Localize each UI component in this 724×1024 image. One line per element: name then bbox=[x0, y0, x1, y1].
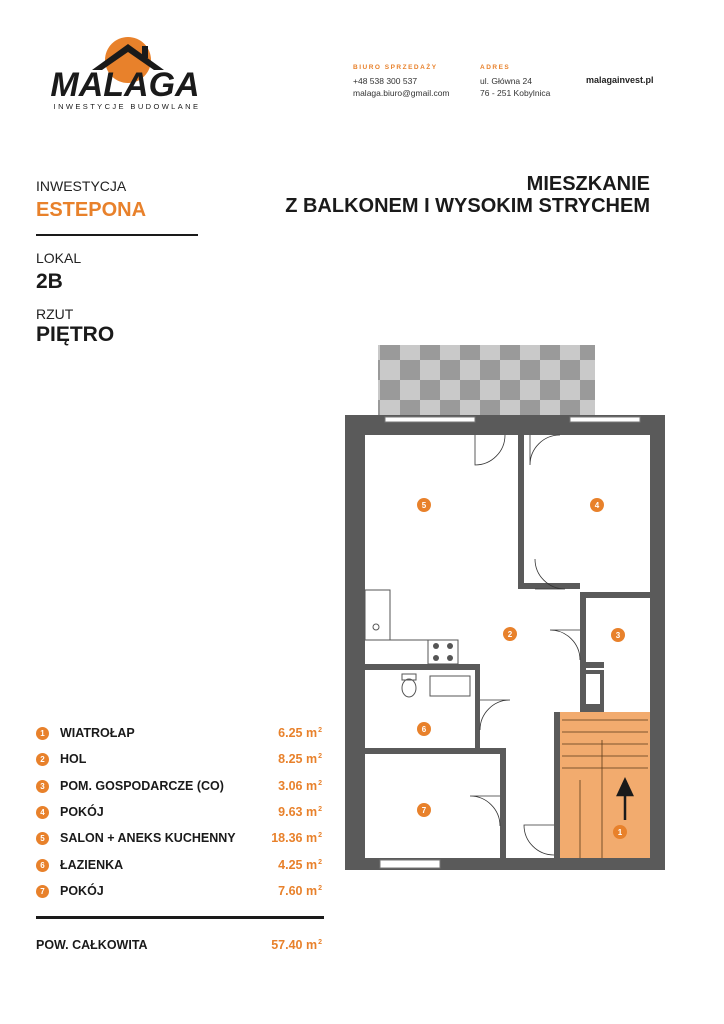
svg-text:2: 2 bbox=[507, 630, 513, 639]
sales-label: BIURO SPRZEDAŻY bbox=[353, 64, 438, 71]
svg-text:5: 5 bbox=[421, 501, 427, 510]
room-area: 6.25 $m^2$ bbox=[278, 726, 322, 740]
room-area: 3.06 $m^2$ bbox=[278, 779, 322, 793]
total-divider bbox=[36, 916, 324, 919]
legend-row bbox=[36, 724, 326, 744]
investment-name: ESTEPONA bbox=[36, 199, 147, 221]
svg-text:1: 1 bbox=[617, 828, 623, 837]
legend-row bbox=[36, 777, 326, 797]
room-name: HOL bbox=[60, 752, 87, 766]
address-street: ul. Główna 24 bbox=[480, 76, 532, 86]
legend-row bbox=[36, 750, 326, 770]
room-number: 3 bbox=[36, 780, 49, 793]
address-label: ADRES bbox=[480, 64, 511, 71]
view-name: PIĘTRO bbox=[36, 323, 115, 346]
svg-text:4: 4 bbox=[594, 501, 600, 510]
legend-row bbox=[36, 882, 326, 902]
room-area: 4.25 $m^2$ bbox=[278, 858, 322, 872]
room-number: 5 bbox=[36, 832, 49, 845]
total-label: POW. CAŁKOWITA bbox=[36, 938, 148, 952]
room-name: POM. GOSPODARCZE (CO) bbox=[60, 779, 224, 793]
room-name: SALON + ANEKS KUCHENNY bbox=[60, 831, 236, 845]
view-label: RZUT bbox=[36, 306, 74, 322]
room-name: POKÓJ bbox=[60, 805, 104, 819]
title-line-1: MIESZKANIE bbox=[526, 173, 650, 195]
total-area: 57.40 $m^2$ bbox=[271, 938, 322, 952]
room-area: 8.25 $m^2$ bbox=[278, 752, 322, 766]
page-title bbox=[285, 173, 650, 217]
title-line-2: Z BALKONEM I WYSOKIM STRYCHEM bbox=[285, 195, 650, 217]
room-area: 9.63 $m^2$ bbox=[278, 805, 322, 819]
balcony bbox=[378, 345, 595, 417]
legend-row bbox=[36, 829, 326, 849]
room-name: WIATROŁAP bbox=[60, 726, 135, 740]
address-city: 76 - 251 Kobylnica bbox=[480, 88, 551, 98]
room-name: ŁAZIENKA bbox=[60, 858, 124, 872]
room-number: 7 bbox=[36, 885, 49, 898]
room-number: 4 bbox=[36, 806, 49, 819]
stairs bbox=[560, 712, 650, 858]
room-number: 2 bbox=[36, 753, 49, 766]
svg-text:6: 6 bbox=[421, 725, 427, 734]
svg-text:3: 3 bbox=[615, 631, 621, 640]
phone-number[interactable]: +48 538 300 537 bbox=[353, 76, 418, 86]
room-number: 6 bbox=[36, 859, 49, 872]
room-number: 1 bbox=[36, 727, 49, 740]
svg-text:7: 7 bbox=[421, 806, 427, 815]
legend-row bbox=[36, 803, 326, 823]
brand-name: MALAGA bbox=[50, 66, 200, 104]
unit-label: LOKAL bbox=[36, 250, 82, 266]
floor-plan bbox=[340, 340, 670, 880]
website-link[interactable]: malagainvest.pl bbox=[586, 75, 654, 85]
email-address[interactable]: malaga.biuro@gmail.com bbox=[353, 88, 450, 98]
room-area: 18.36 $m^2$ bbox=[271, 831, 322, 845]
investment-label: INWESTYCJA bbox=[36, 178, 127, 194]
unit-number: 2B bbox=[36, 270, 63, 293]
room-name: POKÓJ bbox=[60, 884, 104, 898]
malaga-logo bbox=[30, 30, 220, 112]
room-area: 7.60 $m^2$ bbox=[278, 884, 322, 898]
legend-row bbox=[36, 856, 326, 876]
divider bbox=[36, 234, 198, 236]
brand-tagline: INWESTYCJE BUDOWLANE bbox=[53, 102, 201, 111]
